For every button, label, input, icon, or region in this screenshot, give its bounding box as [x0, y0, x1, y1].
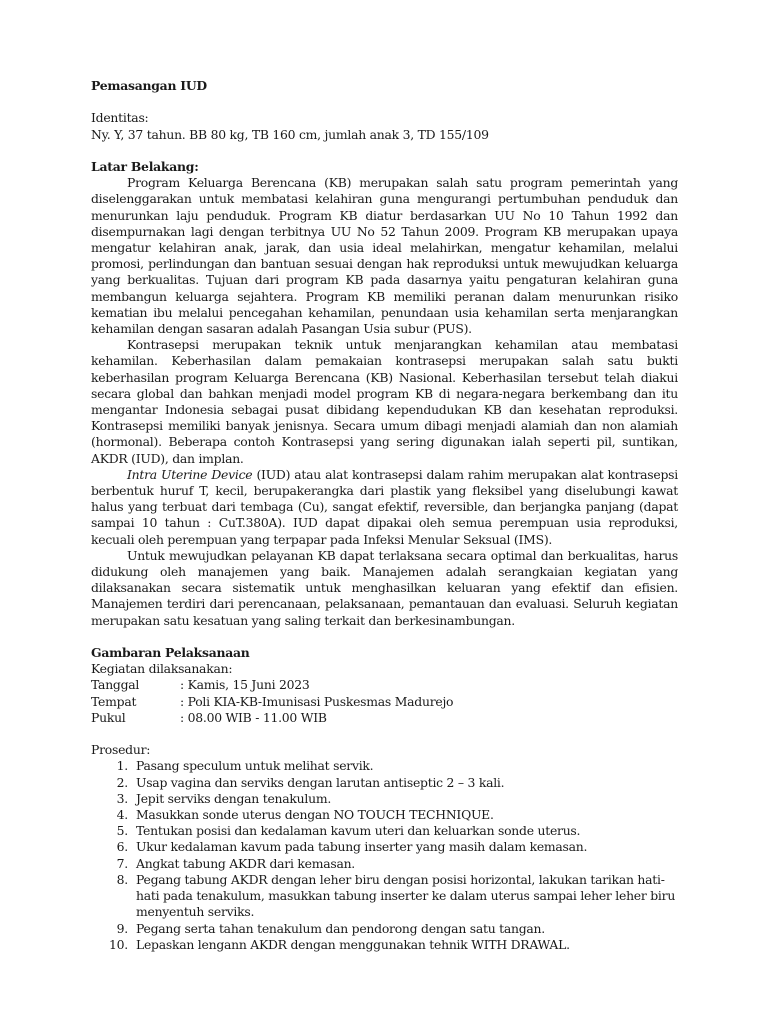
procedure-step	[91, 839, 678, 855]
step-number: 9.	[116, 920, 128, 936]
procedure-step	[91, 937, 678, 953]
procedure-step	[91, 791, 678, 807]
document-title: Pemasangan IUD	[91, 78, 207, 93]
procedure-heading: Prosedur:	[91, 742, 151, 758]
background-heading: Latar Belakang:	[91, 158, 199, 174]
step-text: Masukkan sonde uterus dengan NO TOUCH TECHNIQUE.	[136, 807, 494, 823]
procedure-step	[91, 758, 678, 774]
step-text: Pegang tabung AKDR dengan leher biru dengan posisi horizontal, lakukan tarikan hati-hati pada tenakulum, masukkan tabung inserter ke dalam uterus sampai leher leher biru menyentuh serviks.	[136, 871, 676, 920]
step-text: Usap vagina dan serviks dengan larutan antiseptic 2 – 3 kali.	[136, 774, 505, 790]
step-text: Pegang serta tahan tenakulum dan pendorong dengan satu tangan.	[136, 920, 545, 936]
identity-value: Ny. Y, 37 tahun. BB 80 kg, TB 160 cm, jumlah anak 3, TD 155/109	[91, 126, 489, 142]
step-text: Jepit serviks dengan tenakulum.	[136, 790, 332, 806]
step-text: Pasang speculum untuk melihat servik.	[136, 758, 374, 774]
iud-paragraph	[91, 467, 678, 548]
date-value: : Kamis, 15 Juni 2023	[180, 677, 310, 693]
step-text: Lepaskan lengann AKDR dengan menggunakan tehnik WITH DRAWAL.	[136, 936, 570, 952]
spacer	[91, 143, 678, 159]
place-label: Tempat	[91, 693, 137, 709]
step-number: 3.	[116, 790, 128, 806]
background-paragraph-1: Program Keluarga Berencana (KB) merupakan salah satu program pemerintah yang diselenggarakan untuk membatasi kelahiran guna mengurangi pertumbuhan penduduk dan menurunkan laju penduduk. Program KB diatur berdasarkan UU No 10 Tahun 1992 dan disempurnakan lagi dengan terbitnya UU No 52 Tahun 2009. Program KB merupakan upaya mengatur kelahiran anak, jarak, dan usia ideal melahirkan, mengatur kehamilan, melalui promosi, perlindungan dan bantuan sesuai dengan hak reproduksi untuk mewujudkan keluarga yang berkualitas. Tujuan dari program KB pada dasarnya yaitu pengaturan kelahiran guna membangun keluarga sejahtera. Program KB memiliki peranan dalam menurunkan risiko kematian ibu melalui pencegahan kehamilan, penundaan usia kehamilan serta menjarangkan kehamilan dengan sasaran adalah Pasangan Usia subur (PUS).	[91, 175, 678, 337]
step-text: Ukur kedalaman kavum pada tabung inserter yang masih dalam kemasan.	[136, 839, 588, 855]
procedure-step	[91, 921, 678, 937]
procedure-step	[91, 807, 678, 823]
step-number: 10.	[109, 936, 128, 952]
procedure-step	[91, 872, 678, 921]
step-number: 7.	[116, 855, 128, 871]
procedure-step	[91, 823, 678, 839]
step-text: Angkat tabung AKDR dari kemasan.	[136, 855, 355, 871]
place-value: : Poli KIA-KB-Imunisasi Puskesmas Madurejo	[180, 693, 454, 709]
time-row	[91, 710, 678, 726]
spacer	[91, 629, 678, 645]
step-number: 5.	[116, 823, 128, 839]
step-number: 8.	[116, 871, 128, 887]
implementation-heading: Gambaran Pelaksanaan	[91, 645, 250, 661]
iud-term: Intra Uterine Device	[127, 466, 253, 482]
procedure-step	[91, 856, 678, 872]
time-label: Pukul	[91, 709, 126, 725]
step-number: 2.	[116, 774, 128, 790]
implementation-intro: Kegiatan dilaksanakan:	[91, 661, 233, 677]
iud-paragraph-text: (IUD) atau alat kontrasepsi dalam rahim merupakan alat kontrasepsi berbentuk huruf T, kecil, berupakerangka dari plastik yang fleksibel yang diselubungi kawat halus yang terbuat dari tembaga (Cu), sangat efektif, reversible, dan berjangka panjang (dapat sampai 10 tahun : CuT.380A). IUD dapat dipakai oleh semua perempuan usia reproduksi, kecuali oleh perempuan yang terpapar pada Infeksi Menular Seksual (IMS).	[91, 466, 678, 547]
step-text: Tentukan posisi dan kedalaman kavum uteri dan keluarkan sonde uterus.	[136, 823, 581, 839]
management-paragraph: Untuk mewujudkan pelayanan KB dapat terlaksana secara optimal dan berkualitas, harus didukung oleh manajemen yang baik. Manajemen adalah serangkaian kegiatan yang dilaksanakan secara sistematik untuk menghasilkan keluaran yang efektif dan efisien. Manajemen terdiri dari perencanaan, pelaksanaan, pemantauan dan evaluasi. Seluruh kegiatan merupakan satu kesatuan yang saling terkait dan berkesinambungan.	[91, 547, 678, 628]
background-paragraph-2: Kontrasepsi merupakan teknik untuk menjarangkan kehamilan atau membatasi kehamilan. Keberhasilan dalam pemakaian kontrasepsi merupakan salah satu bukti keberhasilan program Keluarga Berencana (KB) Nasional. Keberhasilan tersebut telah diakui secara global dan bahkan menjadi model program KB di negara-negara berkembang dan itu mengantar Indonesia sebagai pusat dibidang kependudukan KB dan kesehatan reproduksi. Kontrasepsi memiliki banyak jenisnya. Secara umum dibagi menjadi alamiah dan non alamiah (hormonal). Beberapa contoh Kontrasepsi yang sering digunakan ialah seperti pil, suntikan, AKDR (IUD), dan implan.	[91, 337, 678, 466]
date-row	[91, 677, 678, 693]
time-value: : 08.00 WIB - 11.00 WIB	[180, 709, 327, 725]
step-number: 6.	[116, 839, 128, 855]
identity-label: Identitas:	[91, 110, 149, 126]
step-number: 1.	[116, 758, 128, 774]
date-label: Tanggal	[91, 677, 140, 693]
spacer	[91, 94, 678, 110]
place-row	[91, 694, 678, 710]
document-page	[91, 78, 678, 953]
procedure-list	[91, 758, 678, 952]
procedure-step	[91, 775, 678, 791]
step-number: 4.	[116, 807, 128, 823]
spacer	[91, 726, 678, 742]
